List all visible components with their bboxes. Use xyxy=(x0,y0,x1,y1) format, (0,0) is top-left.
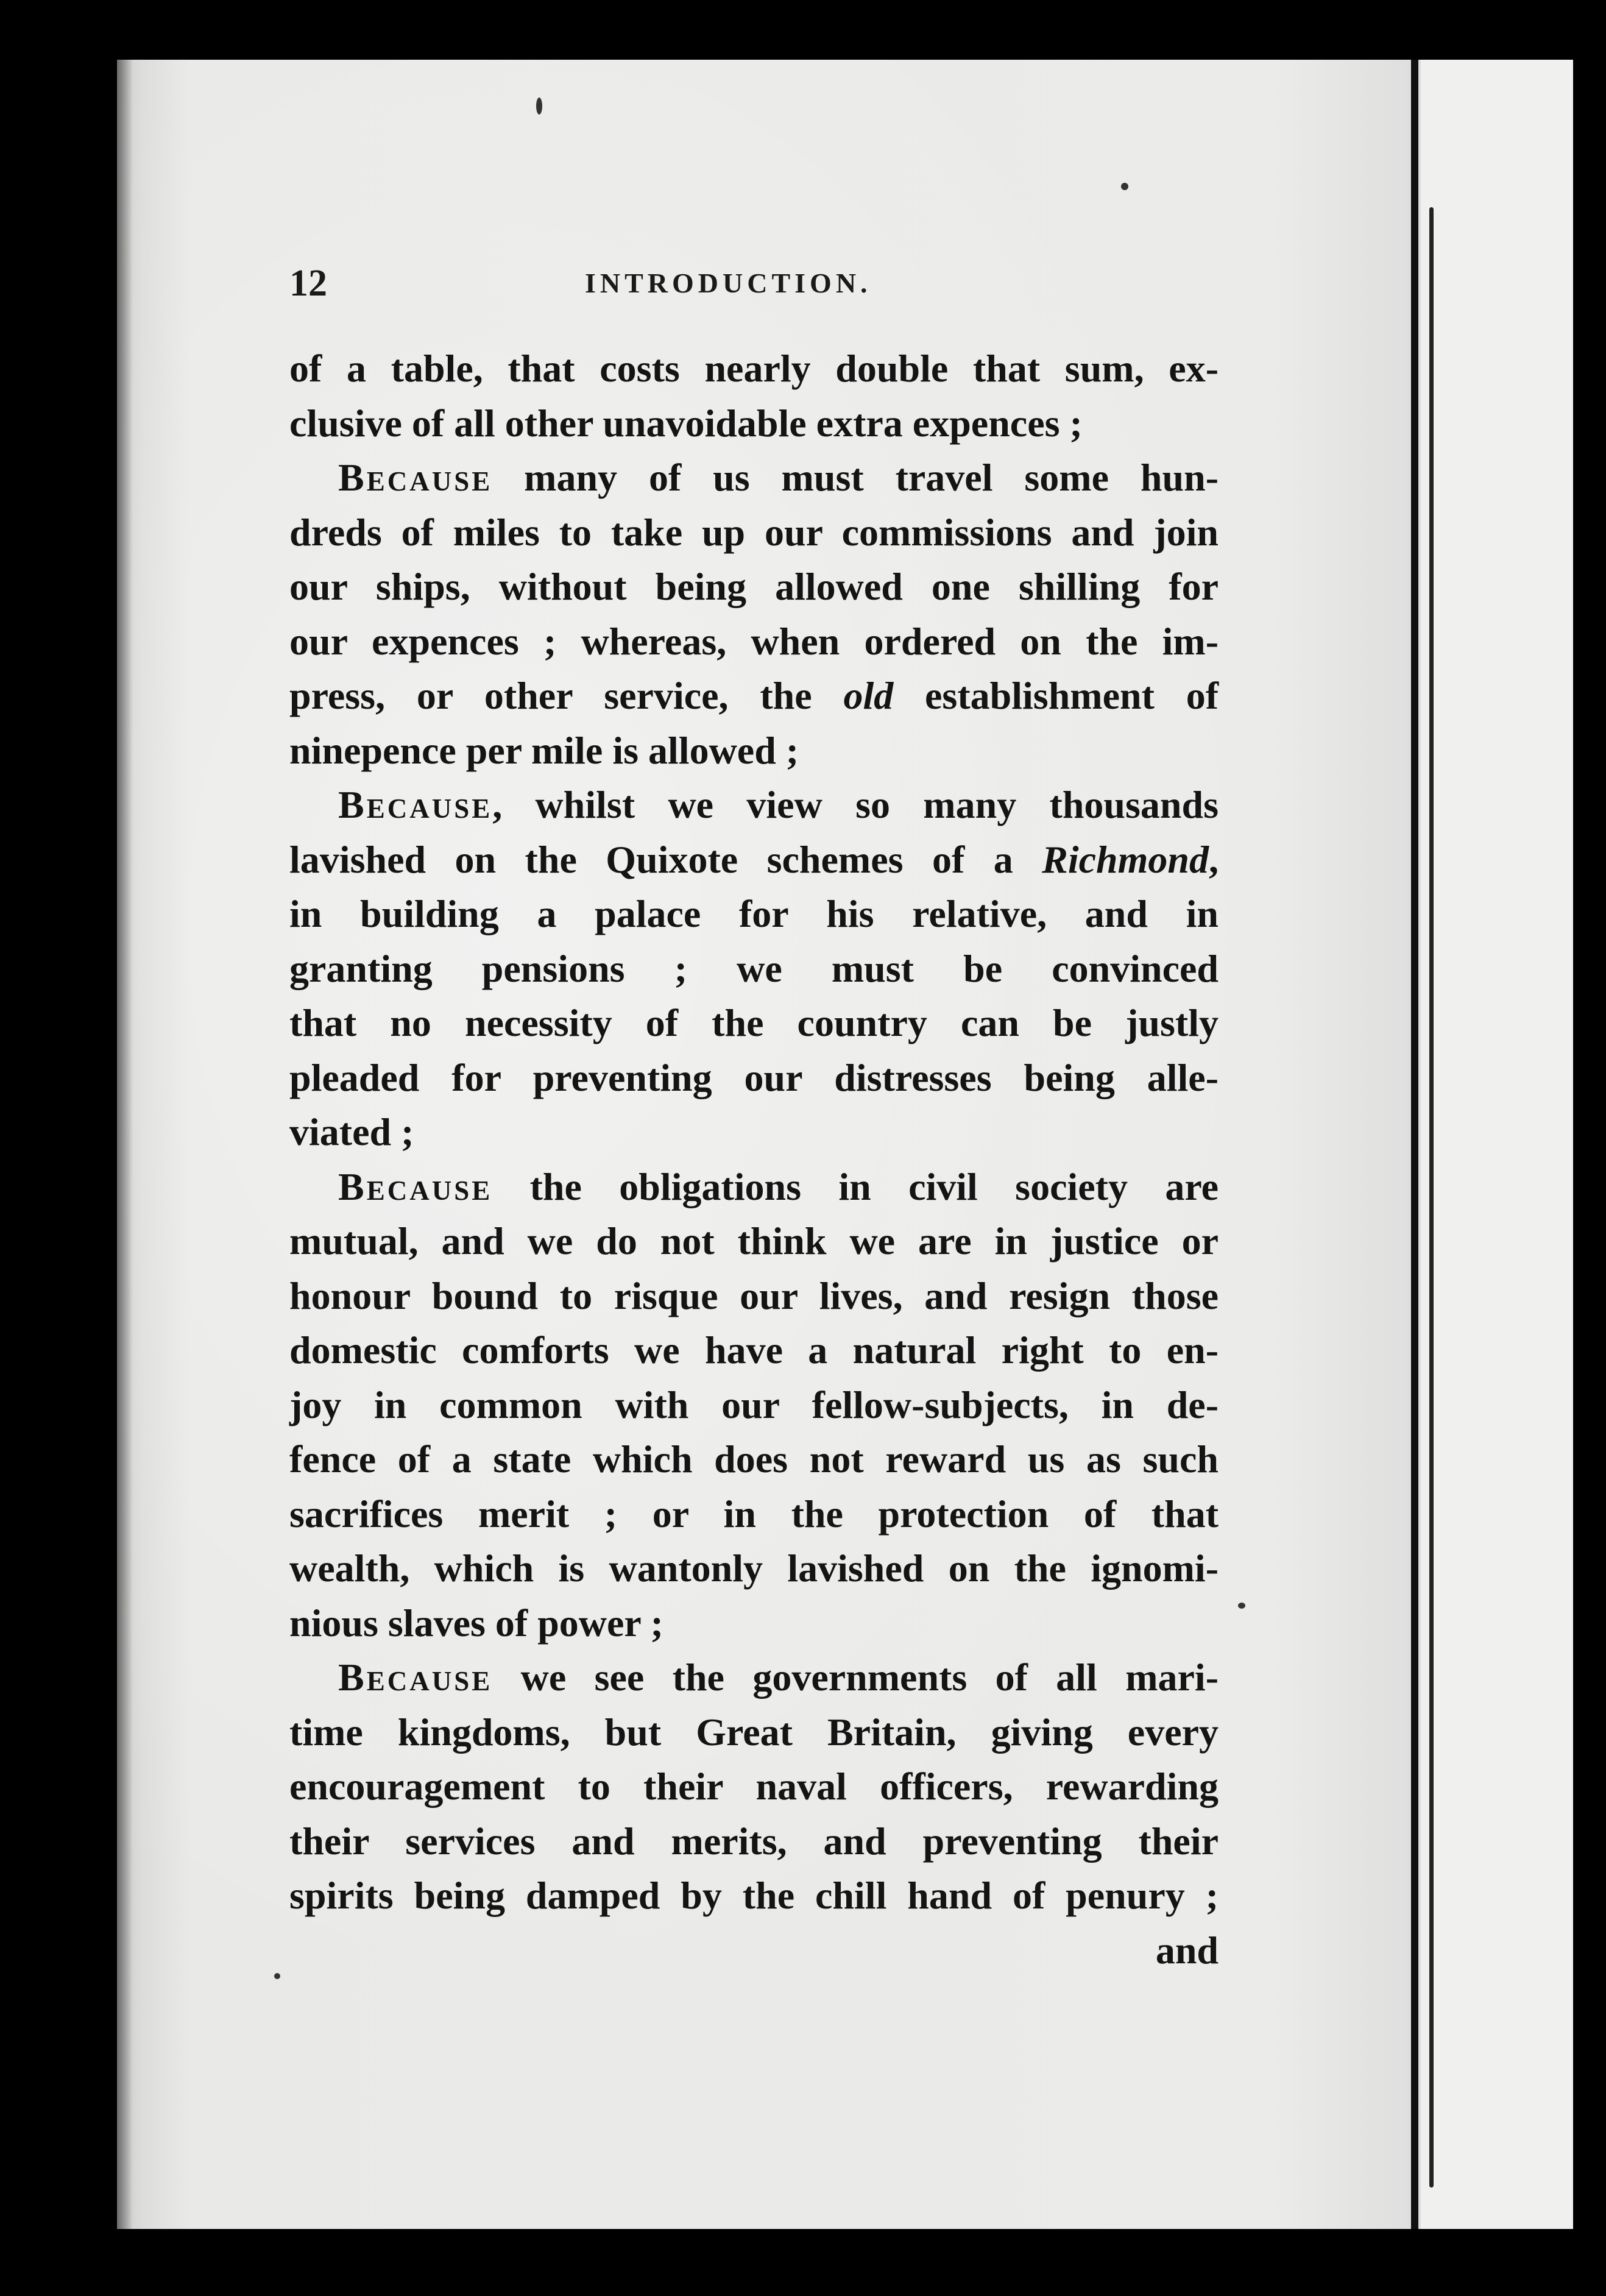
line-text: honour bound to risque our lives, and resign those xyxy=(289,1274,1219,1317)
text-line xyxy=(289,1269,1219,1323)
page-curl-line xyxy=(1429,207,1434,2188)
line-text: spirits being damped by the chill hand of penury ; xyxy=(289,1874,1219,1917)
line-text: our ships, without being allowed one shilling for xyxy=(289,565,1219,608)
text-line xyxy=(289,1868,1219,1923)
text-line xyxy=(289,1378,1219,1433)
line-text: and xyxy=(1155,1928,1219,1972)
text-line xyxy=(289,778,1219,832)
line-text: dreds of miles to take up our commissions and join xyxy=(289,510,1219,554)
line-text: , whilst we view so many thousands xyxy=(492,783,1219,826)
line-text: domestic comforts we have a natural right to en- xyxy=(289,1328,1219,1372)
binding-line xyxy=(1411,60,1418,2229)
line-text: , xyxy=(1209,837,1219,881)
text-line xyxy=(289,996,1219,1051)
line-text: nious slaves of power ; xyxy=(289,1601,663,1645)
line-text: lavished on the Quixote schemes of a xyxy=(289,837,1042,881)
line-text: sacrifices merit ; or in the protection of that xyxy=(289,1492,1219,1536)
line-text: mutual, and we do not think we are in justice or xyxy=(289,1219,1219,1263)
line-text: in building a palace for his relative, and in xyxy=(289,892,1219,935)
page-number: 12 xyxy=(289,263,327,304)
text-line xyxy=(289,559,1219,614)
ink-speck xyxy=(536,97,542,115)
text-line xyxy=(289,832,1219,887)
line-text: their services and merits, and preventing their xyxy=(289,1819,1219,1863)
line-text: ninepence per mile is allowed ; xyxy=(289,728,799,772)
line-text: pleaded for preventing our distresses being alle- xyxy=(289,1055,1219,1099)
text-line xyxy=(289,1160,1219,1214)
facing-page-edge xyxy=(1421,60,1573,2229)
line-text: that no necessity of the country can be justly xyxy=(289,1001,1219,1044)
text-line xyxy=(289,1487,1219,1542)
text-line xyxy=(289,1705,1219,1760)
line-text: establishment of xyxy=(893,674,1219,717)
text-line xyxy=(289,1214,1219,1269)
ink-speck xyxy=(274,1973,280,1979)
running-head-title: INTRODUCTION. xyxy=(585,268,872,299)
text-line xyxy=(289,1323,1219,1378)
paragraph-lead-word: Because xyxy=(338,1656,493,1699)
text-line xyxy=(289,941,1219,996)
line-text: the obligations in civil society are xyxy=(492,1164,1219,1208)
line-text: wealth, which is wantonly lavished on the ignomi- xyxy=(289,1547,1219,1590)
text-line xyxy=(289,1432,1219,1487)
text-line xyxy=(289,668,1219,723)
line-text: our expences ; whereas, when ordered on the im- xyxy=(289,619,1219,663)
line-text: fence of a state which does not reward us as such xyxy=(289,1437,1219,1481)
line-text: granting pensions ; we must be convinced xyxy=(289,946,1219,990)
text-line xyxy=(289,1650,1219,1705)
line-text: many of us must travel some hun- xyxy=(492,456,1219,499)
text-line xyxy=(289,723,1219,778)
line-text: encouragement to their naval officers, rewarding xyxy=(289,1765,1219,1808)
line-text: viated ; xyxy=(289,1110,414,1153)
running-head xyxy=(289,262,1203,311)
gutter-shadow xyxy=(117,60,133,2229)
paragraph-lead-word: Because xyxy=(338,783,493,826)
paragraph-lead-word: Because xyxy=(338,1164,493,1208)
text-line xyxy=(289,1814,1219,1869)
text-line xyxy=(289,341,1219,396)
text-line xyxy=(289,887,1219,941)
text-line xyxy=(289,1105,1219,1160)
line-text: we see the governments of all mari- xyxy=(492,1656,1219,1699)
text-line xyxy=(289,1051,1219,1105)
text-line xyxy=(289,396,1219,451)
ink-speck xyxy=(1121,183,1128,190)
line-text: clusive of all other unavoidable extra expences ; xyxy=(289,401,1083,445)
line-text: of a table, that costs nearly double that sum, ex- xyxy=(289,347,1219,390)
text-line xyxy=(289,450,1219,505)
text-line xyxy=(289,1923,1219,1978)
paragraph-lead-word: Because xyxy=(338,456,493,499)
line-text: time kingdoms, but Great Britain, giving every xyxy=(289,1710,1219,1754)
line-text: joy in common with our fellow-subjects, in de- xyxy=(289,1383,1219,1426)
italic-word: old xyxy=(843,674,894,717)
text-line xyxy=(289,505,1219,560)
text-line xyxy=(289,1596,1219,1651)
text-line xyxy=(289,1759,1219,1814)
italic-word: Richmond xyxy=(1042,837,1209,881)
ink-speck xyxy=(1238,1603,1245,1609)
text-line xyxy=(289,1541,1219,1596)
line-text: press, or other service, the xyxy=(289,674,844,717)
text-line xyxy=(289,614,1219,669)
body-text xyxy=(289,341,1219,1977)
